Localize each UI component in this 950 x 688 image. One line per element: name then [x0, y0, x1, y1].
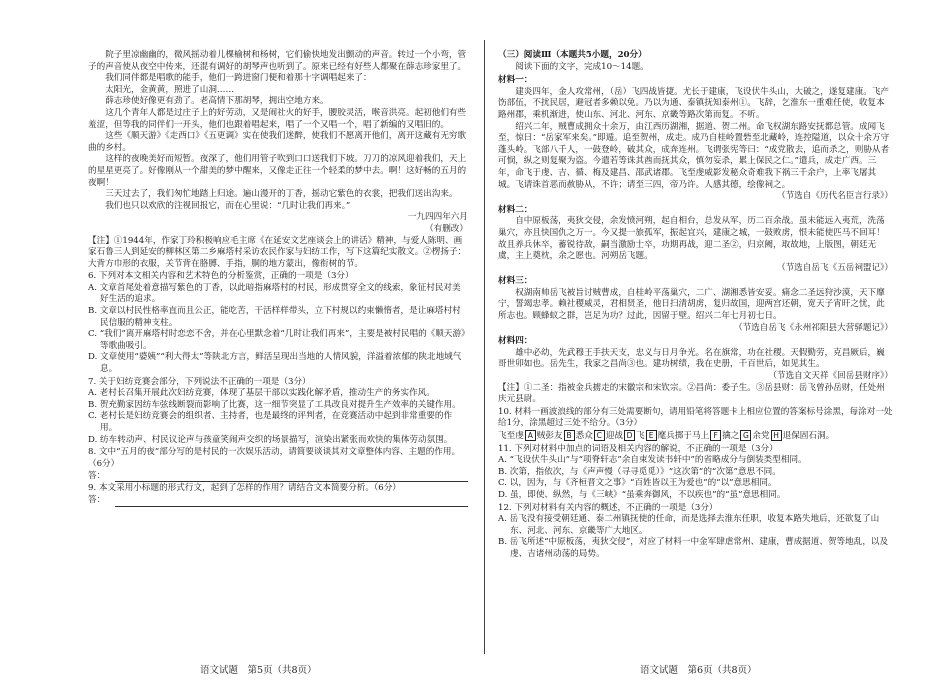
material-2-label: 材料二： [498, 204, 533, 215]
q10-text-segment: 迎战 [605, 431, 623, 441]
abridged-note: （有删改） [425, 223, 468, 234]
question-12-stem: 12. 下列对材料有关内容的概述，不正确的一项是（3分） [498, 502, 718, 513]
break-box-h[interactable]: H [771, 430, 782, 441]
passage-date: 一九四四年六月 [407, 212, 468, 223]
break-box-e[interactable]: E [646, 430, 657, 441]
material-1-label: 材料一： [498, 75, 533, 86]
answer-label: 答： [88, 495, 106, 506]
q10-sentence-line [498, 430, 893, 443]
passage-paragraph: 三天过去了，我们匆忙地踏上归途。遍山漫开的丁香，摇动它紫色的衣裳，把我们送出沟来。 [105, 189, 458, 200]
q11-option-d: D. 虽，即使、纵然，与《三峡》“虽乘奔御风，不以疾也”的“虽”意思相同。 [498, 489, 786, 500]
question-6-stem: 6. 下列对本文相关内容和艺术特色的分析鉴赏，正确的一项是（3分） [88, 271, 354, 282]
break-box-f[interactable]: F [710, 430, 721, 441]
material-note: 【注】①二圣：指被金兵掳走的宋徽宗和宋钦宗。②昌尚：委子生。③岳县财：岳飞曾孙岳财，任处州庆元县尉。 [498, 382, 885, 405]
q11-option-b: B. 次第，指依次，与《声声慢（寻寻觅觅）》“这次第”的“次第”意思不同。 [498, 466, 781, 477]
passage-paragraph: 院子里凉幽幽的，微风摇动着儿棵榆树和杨树，它们偷快地发出颤动的声音。转过一个小弯，管子的声音使从夜空中传来，还混有调好的胡琴声也听到了。原来已经有好些人都聚在薛志珍家里了。 [88, 50, 467, 72]
question-7-stem: 7. 关于妇纺竞赛会部分，下列说法不正确的一项是（3分） [88, 376, 311, 387]
material-2-text: 自中原板荡，夷狄交侵，余发愤河朔，起自相台，总发从军，历二百余战。虽未能远入夷荒，洗荡巢穴，亦且快国仇之万一。今又提一旅孤军，振起宜兴，建康之城，一鼓败虏，恨未能使匹马不回耳！故且养兵休卒，蓄锐待敌，嗣当激励士卒，功期再战，迎二圣②，归京阙，取故地，上版图，朝廷无虞，主上奠枕，余之愿也。河朔岳飞题。 [498, 216, 885, 262]
question-8-stem: 8. 文中“五月的夜”部分写的是村民的一次娱乐活动，请简要谈谈其对文章整体内容、主题的作用。（6分） [88, 447, 461, 469]
q6-option-b: B. 文章以村民性格率直而且公正，能吃苦，干活样样带头，立下村规以约束懒惰者，是让麻塔村村民信服的精神支柱。 [88, 306, 461, 328]
q7-option-a: A. 老村长召集开展此次妇纺竞赛，体现了基层干部以实践化解矛盾，推动生产的务实作风。 [88, 388, 435, 399]
q12-option-b: B. 岳飞所述“中原板荡，夷狄交侵”，对应了材料一中金军肆虐常州、建康，曹成据道、贺等地乱，以及虔、吉诸州动荡的局势。 [498, 537, 889, 559]
left-page-footer: 语文试题 第5页（共8页） [200, 665, 317, 676]
left-page [88, 50, 468, 507]
question-11-stem: 11. 下列对材料中加点的词语及相关内容的解说，不正确的一项是（3分） [498, 443, 778, 454]
material-4-label: 材料四： [498, 336, 533, 347]
right-page-footer: 语文试题 第6页（共8页） [640, 665, 757, 676]
q10-text-segment: 贼彭友 [536, 431, 563, 441]
material-1-paragraph: 绍兴二年，贼曹成拥众十余万，由江西历湖湘，据道、贺二州。命飞权湖东路安抚都总管。成闻飞至，惊曰：“岳家军来矣。”即遁。追至贺州，成走。成乃自桂岭置砦至北藏岭，连控隘道，以众十余万守蓬头岭。飞部八千人，一鼓登岭，破其众，成奔连州。飞谓张宪等曰：“成党散去，追而杀之，则胁从者可悯，纵之则复聚为盗。今遣若等诛其酋而抚其众，慎勿妄杀，累上保民之仁。”遣兵，成走广西。三年，命飞于虔、吉、循、梅及建昌、邵武诸郡。飞至虔威影发秘众奇难我下祸三千余户，上率飞屠其城。飞请诛首恶而赦胁从，不许；请至三四，帝乃许。人感其德，绘像祠之。 [498, 121, 890, 190]
q10-text-segment: 擒之 [722, 431, 740, 441]
page-divider [484, 40, 485, 654]
right-page [498, 50, 893, 561]
material-3-label: 材料三： [498, 276, 533, 287]
section-instructions: 阅读下面的文字，完成10～14题。 [515, 61, 649, 72]
q9-answer-line[interactable] [88, 495, 468, 507]
break-box-c[interactable]: C [594, 430, 605, 441]
question-9-stem: 9. 本文采用小标题的形式行文，起到了怎样的作用？请结合文本简要分析。（6分） [88, 483, 401, 494]
q6-option-a: A. 文章首尾处着意描写紫色的丁香，以此暗指麻塔村的村民，形成贯穿全文的线索，象征村民对美好生活的追求。 [88, 282, 461, 305]
q6-option-c: C. “我们”离开麻塔村时恋恋不舍，并在心里默念着“几时让我们再来”，主要是被村民唱的《顺天游》等歌曲吸引。 [88, 329, 466, 351]
material-1-paragraph: 建炎四年，金人攻常州，（岳）飞四战皆捷。尤长于建康，飞设伏牛头山，大破之，遂复建康。飞产饬部伍，不扰民居，避冠者多赖以免。乃以为通、泰镇抚知泰州①。飞辞，乞淮东一重难任使，收复本路州郡，乘机渐进，使山东、河北、河东、京畿等路次第而复。不听。 [498, 86, 890, 120]
material-2-source: （节选自岳飞《五岳祠盟记》） [776, 262, 893, 273]
passage-paragraph: 我们也只以欢欣的注视回报它，而在心里说：“几时让我们再来。” [105, 200, 351, 211]
q10-text-segment: 悉众 [575, 431, 593, 441]
break-box-d[interactable]: D [624, 430, 635, 441]
annotation: 【注】①1944年，作家丁玲积极响应毛主席《在延安文艺座谈会上的讲话》精神，与爱人陈明、画家石鲁三人到延安的柳林区第二乡麻塔村采访农民作家与妇纺工作，写下这篇纪实散文。②楞扬子：大背方巾形的衣服，关节背在胳膊、手指，胴的地方蒙出，像衔树的节。 [88, 235, 467, 269]
q10-text-segment: 掷于马上 [674, 431, 710, 441]
q10-text-segment: 麾兵 [657, 431, 675, 441]
song-line: 太阳光，金黄黄，照进了山洞…… [105, 84, 235, 95]
q11-option-c: C. 以，因为，与《齐桓晋文之事》“百姓皆以王为爱也”的“以”意思相同。 [498, 478, 777, 489]
q11-option-a: A. “飞设伏牛头山”与“项脊轩志”余自束发读书轩中”的省略成分与倒装类型相同。 [498, 455, 807, 466]
q6-option-d: D. 文章使用“婆姨”“利大得太”等陕北方言，鲜活呈现出当地的人情风貌，洋溢着浓郁的陕北地域气息。 [88, 352, 462, 375]
material-3-text: 权湖南帅岳飞被旨讨贼曹成，自桂岭平荡巢穴，二广、湖湘悉皆安妥。痛念二圣远狩沙漠，天下靡宁，誓竭忠孝。赖社稷威灵，君相贤圣，他日扫清胡虏，复归故国，迎两宫还朝，宽天子宵旰之忧，此所志也。顾蜂蚁之群，岂足为功？过此，因留于壁。绍兴二年七月初七日。 [498, 287, 885, 322]
q8-answer-line[interactable] [88, 470, 468, 482]
break-box-g[interactable]: G [740, 430, 751, 441]
section-title: （三）阅读Ⅲ（本题共5小题，20分） [498, 50, 647, 60]
q10-text-segment: 飞至虔 [498, 431, 524, 441]
passage-paragraph: 这样的夜晚美好而短暂。夜深了，他们用管子吹到口口送我们下坡。刀刀的凉风迎着我们，天上的星星更亮了。好像刚从一个甜美的梦中醒来，又像走正往一个轻柔的梦中去。啊！这好畅的五月的夜啊！ [88, 154, 467, 188]
material-3-source: （节选自岳飞《永州祁阳县大营驿题记》） [734, 322, 893, 333]
break-box-a[interactable]: A [525, 430, 536, 441]
q12-option-a: A. 岳飞没有接受朝廷通、泰二州镇抚使的任命，而是选择去淮东任职，收复本路失地后，还欲复了山东、河北、河东、京畿等广大地区。 [498, 514, 880, 536]
passage-paragraph: 薛志珍使好像更有劲了。老高情下那胡琴，拥出空地方来。 [105, 96, 329, 107]
passage-paragraph: 这些《顺天游》《走西口》《五更调》实在使我们迷醉，使我们不愿离开他们，离开这藏有无穷歌曲的乡村。 [88, 131, 467, 153]
question-10-stem: 10. 材料一画波浪线的部分有三处需要断句，请用铅笔将答题卡上相应位置的答案标号涂黑，每涂对一处给1分，涂黑超过三处不给分。（3分） [498, 406, 893, 429]
q10-text-segment: 飞 [636, 431, 645, 441]
q10-text-segment: 余党 [752, 431, 770, 441]
material-1-source: （节选自《历代名臣言行录》） [776, 191, 893, 202]
q10-text-segment: 退保固石洞。 [782, 431, 835, 441]
break-box-b[interactable]: B [564, 430, 575, 441]
passage-paragraph: 我们同伴都是唱歌的能手，他们一跨进窗门便和着那十字调唱起来了： [105, 73, 372, 84]
material-4-source: （节选自文天祥《回岳县财序》） [768, 371, 893, 382]
answer-label: 答： [88, 470, 106, 481]
passage-paragraph: 这几个青年人都是过庄子上的好劳动，又是闹社火的好手，腰胶灵活，喉音洪亮。起初他们有些羞涩，但等我的同伴们一开头，他们也跟着唱起来，唱了一个又唱一个，唱了新编的又唱旧的。 [88, 107, 467, 130]
material-4-text: 雄中必幼，先武穆王手扶天支，忠义与日月争光。名在旗常，功在社稷。天假勤劳，克昌厥后，巍哥世卯如也。岳先生，我家之昌尚③也。建功树绩，我在史册，千百世后，如见其生。 [498, 347, 885, 370]
q7-option-d: D. 纺车转动声、村民议论声与孩童笑闹声交织的场景描写，渲染出紧张而欢快的集体劳动氛围。 [88, 434, 453, 445]
q7-option-b: B. 贺充勤家因纺车弦线断裂而影响了比赛，这一细节突显了工具改良对提升生产效率的关键作用。 [88, 399, 461, 410]
q7-option-c: C. 老村长是妇纺竞赛会的组织者、主持者，也是最终的评判者，在竞赛活动中起到非常重要的作用。 [88, 411, 453, 433]
